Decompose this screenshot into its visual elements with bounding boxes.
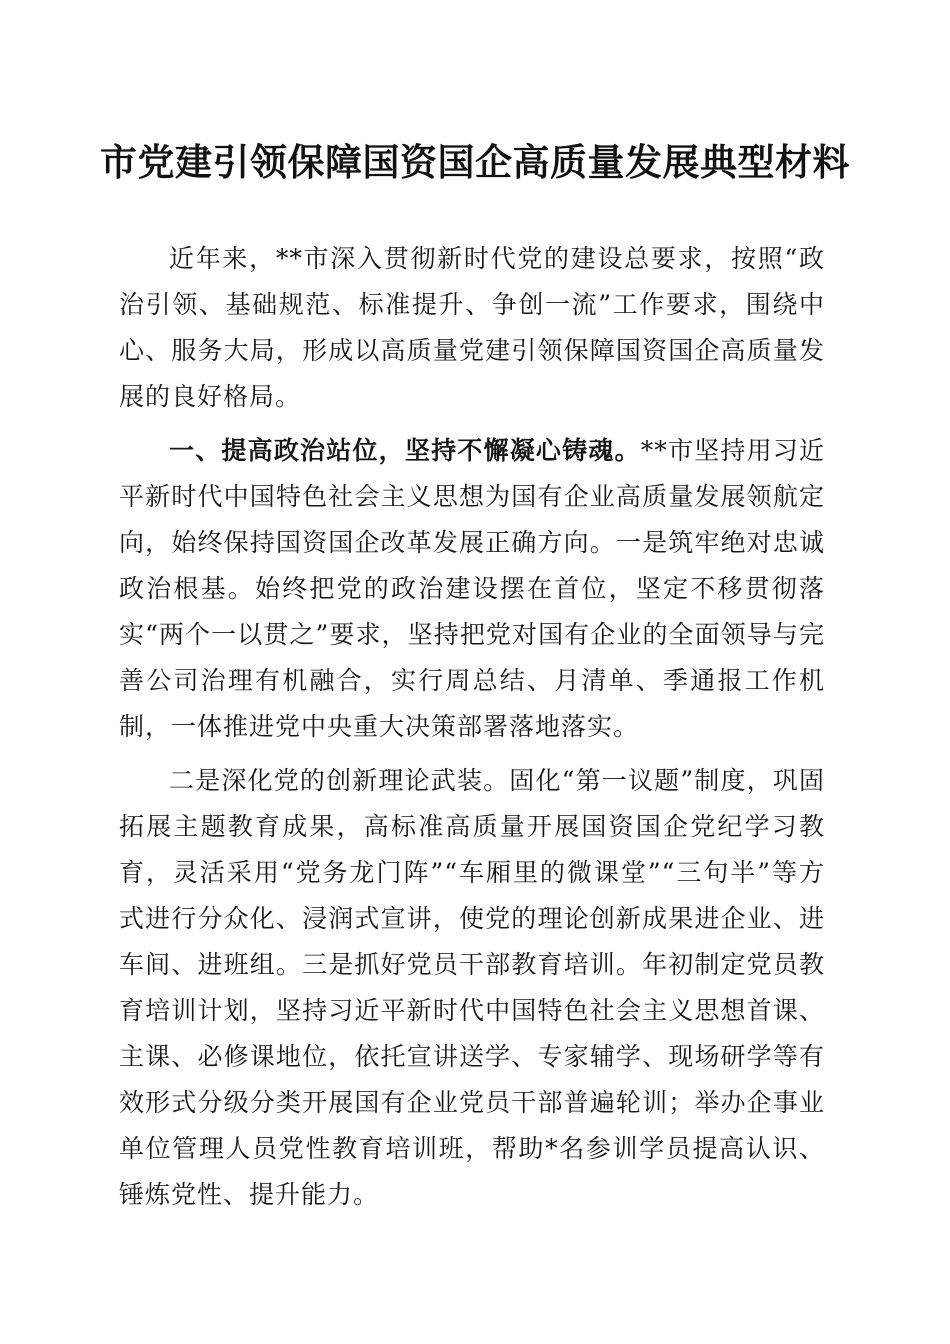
paragraph-text: **市坚持用习近平新时代中国特色社会主义思想为国有企业高质量发展领航定向，始终保持国资国企改革发展正确方向。一是筑牢绝对忠诚政治根基。始终把党的政治建设摆在首位，坚定不移贯彻落实“两个一以贯之”要求，坚持把党对国有企业的全面领导与完善公司治理有机融合，实行周总结、月清单、季通报工作机制，一体推进党中央重大决策部署落地落实。 xyxy=(119,436,825,741)
document-title: 市党建引领保障国资国企高质量发展典型材料 xyxy=(100,140,850,184)
paragraph-text: 二是深化党的创新理论武装。固化“第一议题”制度，巩固拓展主题教育成果，高标准高质量开展国资国企党纪学习教育，灵活采用“党务龙门阵”“车厢里的微课堂”“三句半”等方式进行分众化、浸润式宣讲，使党的理论创新成果进企业、进车间、进班组。三是抓好党员干部教育培训。年初制定党员教育培训计划，坚持习近平新时代中国特色社会主义思想首课、主课、必修课地位，依托宣讲送学、专家辅学、现场研学等有效形式分级分类开展国有企业党员干部普遍轮训；举办企事业单位管理人员党性教育培训班，帮助*名参训学员提高认识、锤炼党性、提升能力。 xyxy=(119,766,825,1209)
paragraph-text: 近年来，**市深入贯彻新时代党的建设总要求，按照“政治引领、基础规范、标准提升、争创一流”工作要求，围绕中心、服务大局，形成以高质量党建引领保障国资国企高质量发展的良好格局。 xyxy=(119,244,825,411)
section-heading: 一、提高政治站位，坚持不懈凝心铸魂。 xyxy=(169,436,641,465)
paragraph-theory xyxy=(119,758,825,1218)
paragraph-section-one xyxy=(119,428,825,750)
paragraph-intro xyxy=(119,236,825,420)
document-body xyxy=(119,236,825,1226)
